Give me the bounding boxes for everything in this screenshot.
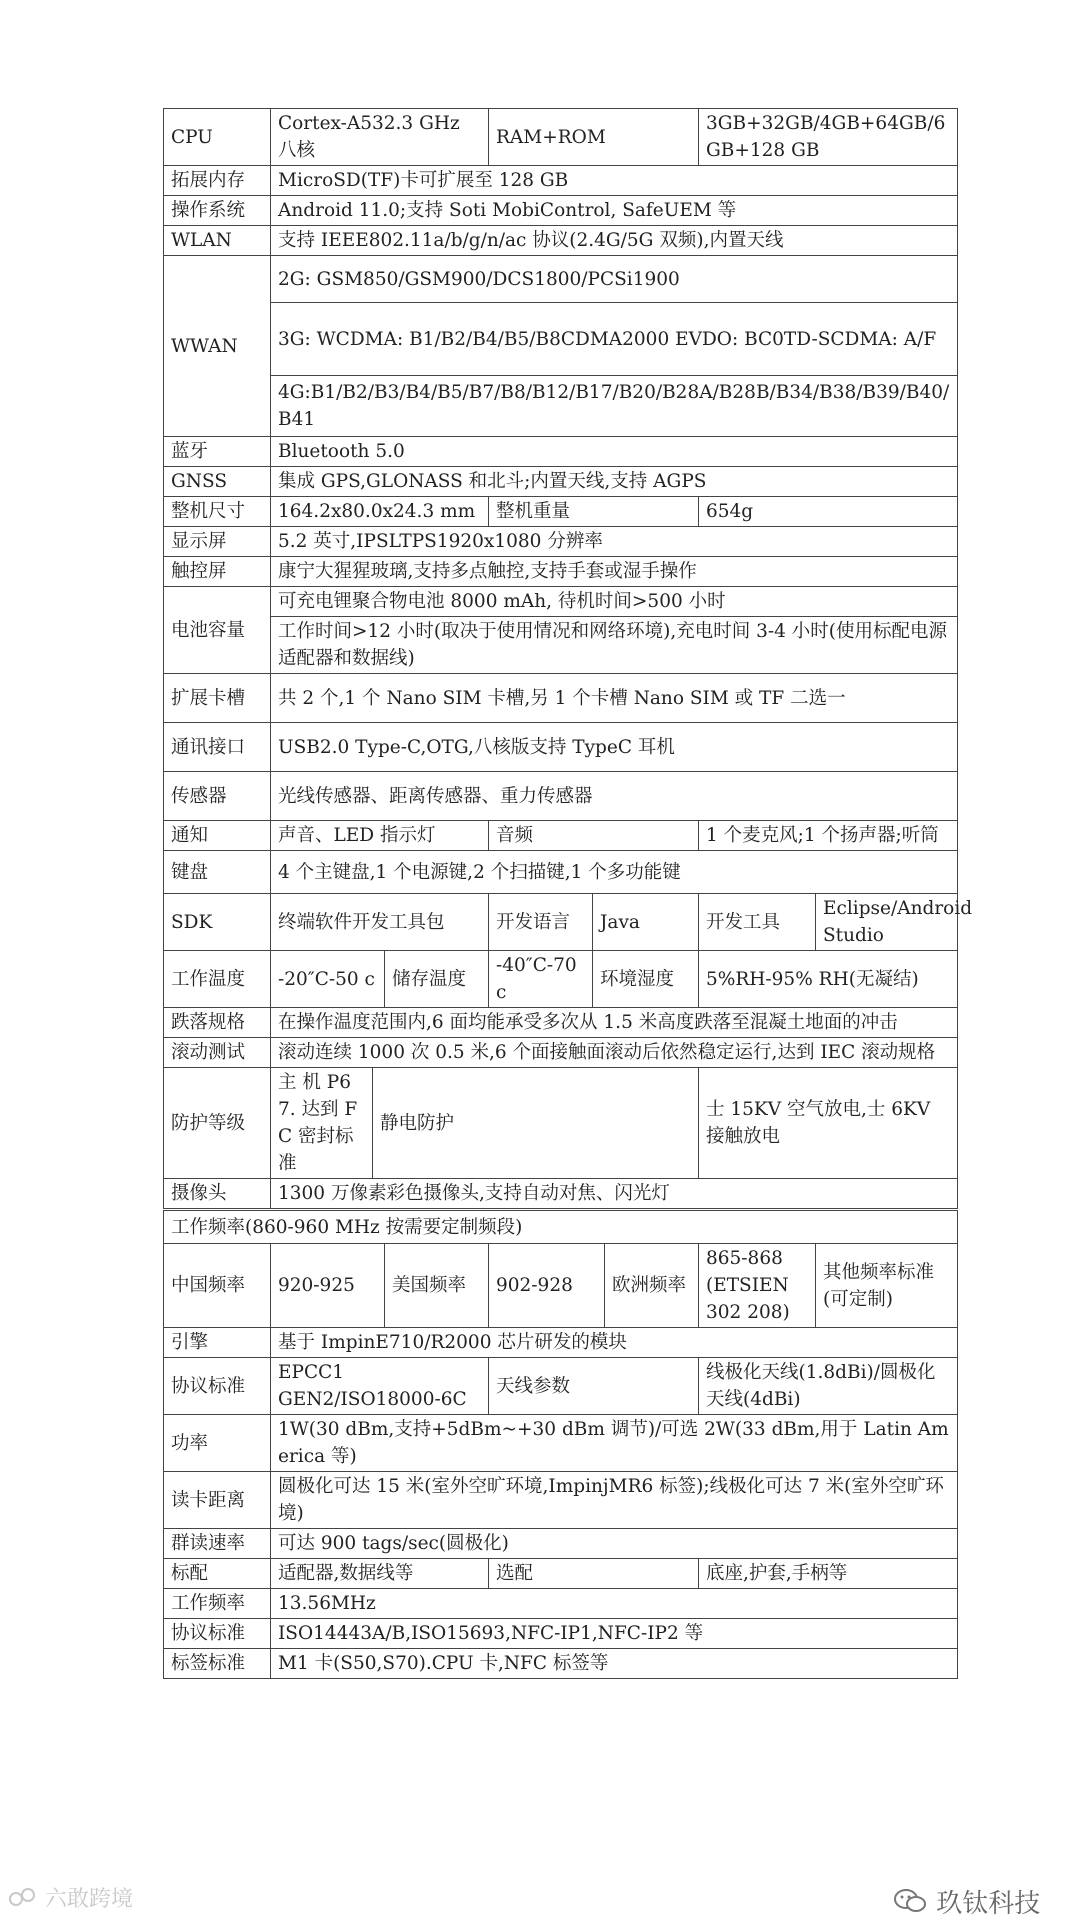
row-label-cell: 功率 xyxy=(164,1415,271,1472)
table-row xyxy=(164,467,958,497)
value-cell: 主 机 P67. 达到 FC 密封标准 xyxy=(271,1068,373,1179)
value-cell: 基于 ImpinE710/R2000 芯片研发的模块 xyxy=(271,1328,958,1358)
table-row xyxy=(164,303,958,376)
value-cell: 线极化天线(1.8dBi)/圆极化天线(4dBi) xyxy=(699,1358,958,1415)
table-row xyxy=(164,951,958,1008)
row-label-cell: 群读速率 xyxy=(164,1529,271,1559)
table-row xyxy=(164,1619,958,1649)
table-row xyxy=(164,1529,958,1559)
table-row xyxy=(164,1649,958,1679)
value-cell: 1 个麦克风;1 个扬声器;听筒 xyxy=(699,821,958,851)
value-cell: Cortex-A532.3 GHz 八核 xyxy=(271,109,489,166)
value-cell: Java xyxy=(593,894,699,951)
row-label-cell: 摄像头 xyxy=(164,1179,271,1210)
value-cell: 美国频率 xyxy=(385,1244,489,1328)
row-label-cell: SDK xyxy=(164,894,271,951)
value-cell: 储存温度 xyxy=(385,951,489,1008)
row-label-cell: 扩展卡槽 xyxy=(164,674,271,723)
table-row xyxy=(164,1589,958,1619)
table-row xyxy=(164,1038,958,1068)
value-cell: 环境湿度 xyxy=(593,951,699,1008)
value-cell: Bluetooth 5.0 xyxy=(271,437,958,467)
table-row xyxy=(164,1328,958,1358)
value-cell: 支持 IEEE802.11a/b/g/n/ac 协议(2.4G/5G 双频),内置天线 xyxy=(271,226,958,256)
table-row xyxy=(164,1472,958,1529)
value-cell: Android 11.0;支持 Soti MobiControl, SafeUEM 等 xyxy=(271,196,958,226)
table-row xyxy=(164,557,958,587)
table-row xyxy=(164,772,958,821)
row-label-cell: 3G: WCDMA: B1/B2/B4/B5/B8CDMA2000 EVDO: BC0TD-SCDMA: A/F xyxy=(271,303,958,376)
row-label-cell: 跌落规格 xyxy=(164,1008,271,1038)
value-cell: 康宁大猩猩玻璃,支持多点触控,支持手套或湿手操作 xyxy=(271,557,958,587)
row-label-cell: 蓝牙 xyxy=(164,437,271,467)
table-row xyxy=(164,1008,958,1038)
table-row xyxy=(164,1358,958,1415)
value-cell: 欧洲频率 xyxy=(605,1244,699,1328)
value-cell: 4 个主键盘,1 个电源键,2 个扫描键,1 个多功能键 xyxy=(271,851,958,894)
value-cell: M1 卡(S50,S70).CPU 卡,NFC 标签等 xyxy=(271,1649,958,1679)
table-row xyxy=(164,821,958,851)
row-label-cell: 标签标准 xyxy=(164,1649,271,1679)
row-label-cell: 中国频率 xyxy=(164,1244,271,1328)
watermark-left xyxy=(8,1882,133,1914)
table-row xyxy=(164,587,958,617)
value-cell: 其他频率标准(可定制) xyxy=(816,1244,958,1328)
row-label-cell: GNSS xyxy=(164,467,271,497)
logo-icon xyxy=(8,1886,38,1914)
table-row xyxy=(164,497,958,527)
table-row xyxy=(164,166,958,196)
table-row xyxy=(164,226,958,256)
value-cell: 选配 xyxy=(489,1559,699,1589)
value-cell: ISO14443A/B,ISO15693,NFC-IP1,NFC-IP2 等 xyxy=(271,1619,958,1649)
value-cell: 滚动连续 1000 次 0.5 米,6 个面接触面滚动后依然稳定运行,达到 IEC 滚动规格 xyxy=(271,1038,958,1068)
table-row xyxy=(164,527,958,557)
value-cell: 1W(30 dBm,支持+5dBm~+30 dBm 调节)/可选 2W(33 dBm,用于 Latin America 等) xyxy=(271,1415,958,1472)
table-row xyxy=(164,894,958,951)
value-cell: 底座,护套,手柄等 xyxy=(699,1559,958,1589)
table-row xyxy=(164,256,958,303)
value-cell: 开发工具 xyxy=(699,894,816,951)
table-row xyxy=(164,1179,958,1210)
value-cell: 654g xyxy=(699,497,958,527)
table-row xyxy=(164,723,958,772)
spec-table-body xyxy=(164,109,973,1679)
table-row xyxy=(164,376,958,437)
row-label-cell: 触控屏 xyxy=(164,557,271,587)
row-label-cell: 传感器 xyxy=(164,772,271,821)
spec-table xyxy=(163,108,973,1679)
value-cell: 865-868 (ETSIEN 302 208) xyxy=(699,1244,816,1328)
row-label-cell: 电池容量 xyxy=(164,587,271,674)
row-label-cell: 标配 xyxy=(164,1559,271,1589)
row-label-cell: 通知 xyxy=(164,821,271,851)
value-cell: 在操作温度范围内,6 面均能承受多次从 1.5 米高度跌落至混凝土地面的冲击 xyxy=(271,1008,958,1038)
watermark-right xyxy=(892,1883,1040,1922)
row-label-cell: 协议标准 xyxy=(164,1619,271,1649)
value-cell: 终端软件开发工具包 xyxy=(271,894,489,951)
row-label-cell: 读卡距离 xyxy=(164,1472,271,1529)
value-cell: 整机重量 xyxy=(489,497,699,527)
row-label-cell: WWAN xyxy=(164,256,271,437)
watermark-left-text: 六敢跨境 xyxy=(45,1887,134,1912)
table-row xyxy=(164,1559,958,1589)
value-cell: RAM+ROM xyxy=(489,109,699,166)
row-label-cell: 键盘 xyxy=(164,851,271,894)
table-row xyxy=(164,1244,958,1328)
value-cell: 天线参数 xyxy=(489,1358,699,1415)
row-label-cell: 滚动测试 xyxy=(164,1038,271,1068)
value-cell: 164.2x80.0x24.3 mm xyxy=(271,497,489,527)
table-row xyxy=(164,617,958,674)
value-cell: 士 15KV 空气放电,士 6KV 接触放电 xyxy=(699,1068,958,1179)
value-cell: -40″C-70 c xyxy=(489,951,593,1008)
row-label-cell: 4G:B1/B2/B3/B4/B5/B7/B8/B12/B17/B20/B28A/B28B/B34/B38/B39/B40/B41 xyxy=(271,376,958,437)
row-label-cell: 工作频率(860-960 MHz 按需要定制频段) xyxy=(164,1210,958,1244)
row-label-cell: WLAN xyxy=(164,226,271,256)
value-cell: MicroSD(TF)卡可扩展至 128 GB xyxy=(271,166,958,196)
table-row xyxy=(164,196,958,226)
value-cell: 静电防护 xyxy=(373,1068,699,1179)
row-label-cell: 操作系统 xyxy=(164,196,271,226)
table-row xyxy=(164,1068,958,1179)
value-cell: 902-928 xyxy=(489,1244,605,1328)
value-cell: 音频 xyxy=(489,821,699,851)
value-cell: 5.2 英寸,IPSLTPS1920x1080 分辨率 xyxy=(271,527,958,557)
row-label-cell: 通讯接口 xyxy=(164,723,271,772)
row-label-cell: 拓展内存 xyxy=(164,166,271,196)
table-row xyxy=(164,851,958,894)
table-row xyxy=(164,1210,958,1244)
value-cell: 可达 900 tags/sec(圆极化) xyxy=(271,1529,958,1559)
value-cell: 光线传感器、距离传感器、重力传感器 xyxy=(271,772,958,821)
row-label-cell: 整机尺寸 xyxy=(164,497,271,527)
value-cell: 共 2 个,1 个 Nano SIM 卡槽,另 1 个卡槽 Nano SIM 或 TF 二选一 xyxy=(271,674,958,723)
row-label-cell: 显示屏 xyxy=(164,527,271,557)
value-cell: -20″C-50 c xyxy=(271,951,385,1008)
row-label-cell: 工作温度 xyxy=(164,951,271,1008)
value-cell: 920-925 xyxy=(271,1244,385,1328)
value-cell: 可充电锂聚合物电池 8000 mAh, 待机时间>500 小时 xyxy=(271,587,958,617)
value-cell: 2G: GSM850/GSM900/DCS1800/PCSi1900 xyxy=(271,256,958,303)
row-label-cell: 工作频率 xyxy=(164,1589,271,1619)
watermark-right-text: 玖钛科技 xyxy=(936,1889,1041,1919)
value-cell: 集成 GPS,GLONASS 和北斗;内置天线,支持 AGPS xyxy=(271,467,958,497)
value-cell: 13.56MHz xyxy=(271,1589,958,1619)
value-cell: 5%RH-95% RH(无凝结) xyxy=(699,951,958,1008)
table-row xyxy=(164,109,958,166)
value-cell: 1300 万像素彩色摄像头,支持自动对焦、闪光灯 xyxy=(271,1179,958,1210)
value-cell: 3GB+32GB/4GB+64GB/6GB+128 GB xyxy=(699,109,958,166)
value-cell: 声音、LED 指示灯 xyxy=(271,821,489,851)
table-row xyxy=(164,1415,958,1472)
row-label-cell: 协议标准 xyxy=(164,1358,271,1415)
table-row xyxy=(164,674,958,723)
row-label-cell: 引擎 xyxy=(164,1328,271,1358)
row-label-cell: 防护等级 xyxy=(164,1068,271,1179)
value-cell: USB2.0 Type-C,OTG,八核版支持 TypeC 耳机 xyxy=(271,723,958,772)
row-label-cell: CPU xyxy=(164,109,271,166)
table-row xyxy=(164,437,958,467)
row-label-cell: 工作时间>12 小时(取决于使用情况和网络环境),充电时间 3-4 小时(使用标配电源适配器和数据线) xyxy=(271,617,958,674)
value-cell: 开发语言 xyxy=(489,894,593,951)
value-cell: EPCC1 GEN2/ISO18000-6C xyxy=(271,1358,489,1415)
wechat-icon xyxy=(892,1887,928,1922)
value-cell: 圆极化可达 15 米(室外空旷环境,ImpinjMR6 标签);线极化可达 7 米(室外空旷环境) xyxy=(271,1472,958,1529)
value-cell: Eclipse/Android Studio xyxy=(816,894,958,951)
value-cell: 适配器,数据线等 xyxy=(271,1559,489,1589)
